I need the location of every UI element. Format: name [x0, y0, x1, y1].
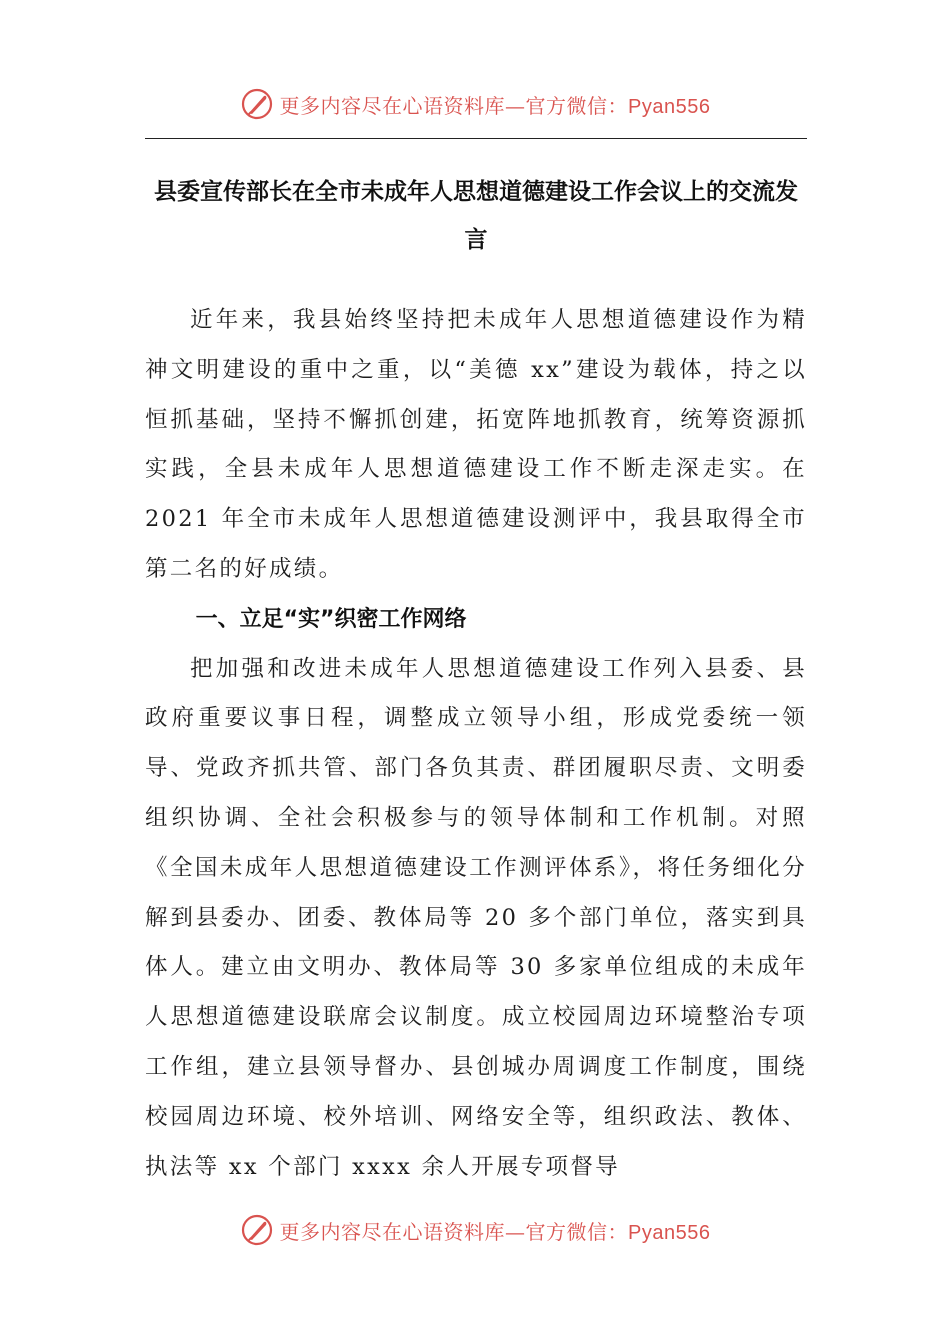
footer-watermark: [0, 1210, 950, 1250]
watermark-text: 更多内容尽在心语资料库—官方微信：Pyan556: [279, 93, 711, 118]
quill-logo-icon: [240, 87, 274, 121]
header-watermark: [0, 84, 950, 124]
document-title: 县委宣传部长在全市未成年人思想道德建设工作会议上的交流发言: [154, 179, 798, 253]
quill-logo-icon: [240, 1213, 274, 1247]
header-divider: [145, 138, 807, 139]
section-heading: 一、立足“实”织密工作网络: [195, 606, 467, 632]
watermark-text: 更多内容尽在心语资料库—官方微信：Pyan556: [279, 1219, 711, 1244]
watermark-wechat-id: Pyan556: [628, 1221, 711, 1244]
intro-paragraph: 近年来，我县始终坚持把未成年人思想道德建设作为精神文明建设的重中之重，以“美德 xx”建设为载体，持之以恒抓基础，坚持不懈抓创建，拓宽阵地抓教育，统筹资源抓实践，全县未成年人思想道德建设工作不断走深走实。在 2021 年全市未成年人思想道德建设测评中，我县取得全市第二名的好成绩。: [145, 307, 807, 582]
section-paragraph: 把加强和改进未成年人思想道德建设工作列入县委、县政府重要议事日程，调整成立领导小组，形成党委统一领导、党政齐抓共管、部门各负其责、群团履职尽责、文明委组织协调、全社会积极参与的领导体制和工作机制。对照《全国未成年人思想道德建设工作测评体系》，将任务细化分解到县委办、团委、教体局等 20 多个部门单位，落实到具体人。建立由文明办、教体局等 30 多家单位组成的未成年人思想道德建设联席会议制度。成立校园周边环境整治专项工作组，建立县领导督办、县创城办周调度工作制度，围绕校园周边环境、校外培训、网络安全等，组织政法、教体、执法等 xx 个部门 xxxx 余人开展专项督导: [145, 655, 807, 1180]
watermark-wechat-id: Pyan556: [628, 95, 711, 118]
document-body: [145, 296, 807, 1192]
